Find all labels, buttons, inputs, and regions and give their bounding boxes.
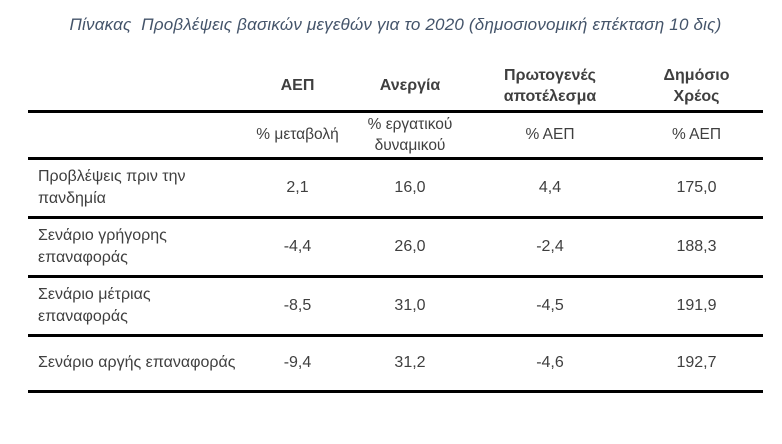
unit-primary-balance: % ΑΕΠ [470, 111, 630, 158]
cell-value: 175,0 [630, 158, 763, 217]
unit-public-debt: % ΑΕΠ [630, 111, 763, 158]
table-row-fast-recovery [28, 217, 763, 276]
cell-value: 26,0 [350, 217, 470, 276]
row-label: Σενάριο γρήγορης επαναφοράς [28, 217, 245, 276]
cell-value: -4,6 [470, 335, 630, 391]
cell-value: -8,5 [245, 276, 350, 335]
row-label: Προβλέψεις πριν την πανδημία [28, 158, 245, 217]
table-row-medium-recovery [28, 276, 763, 335]
cell-value: -4,4 [245, 217, 350, 276]
table-row-slow-recovery [28, 335, 763, 391]
unit-unemployment: % εργατικού δυναμικού [350, 111, 470, 158]
cell-value: -4,5 [470, 276, 630, 335]
cell-value: 16,0 [350, 158, 470, 217]
cell-value: 4,4 [470, 158, 630, 217]
cell-value: -2,4 [470, 217, 630, 276]
cell-value: 2,1 [245, 158, 350, 217]
column-header-primary-balance: Πρωτογενές αποτέλεσμα [470, 62, 630, 111]
header-row [28, 62, 763, 111]
corner-cell [28, 62, 245, 111]
cell-value: 188,3 [630, 217, 763, 276]
unit-gdp: % μεταβολή [245, 111, 350, 158]
corner-cell [28, 111, 245, 158]
column-header-public-debt: Δημόσιο Χρέος [630, 62, 763, 111]
cell-value: -9,4 [245, 335, 350, 391]
row-label: Σενάριο μέτριας επαναφοράς [28, 276, 245, 335]
table-row-pre-pandemic [28, 158, 763, 217]
table-title: Πίνακας Προβλέψεις βασικών μεγεθών για το 2020 (δημοσιονομική επέκταση 10 δις) [69, 15, 722, 34]
cell-value: 191,9 [630, 276, 763, 335]
cell-value: 192,7 [630, 335, 763, 391]
row-label: Σενάριο αργής επαναφοράς [28, 335, 245, 391]
projections-table [28, 62, 763, 393]
unit-row [28, 111, 763, 158]
cell-value: 31,0 [350, 276, 470, 335]
table-figure [0, 15, 782, 444]
column-header-gdp: ΑΕΠ [245, 62, 350, 111]
cell-value: 31,2 [350, 335, 470, 391]
column-header-unemployment: Ανεργία [350, 62, 470, 111]
